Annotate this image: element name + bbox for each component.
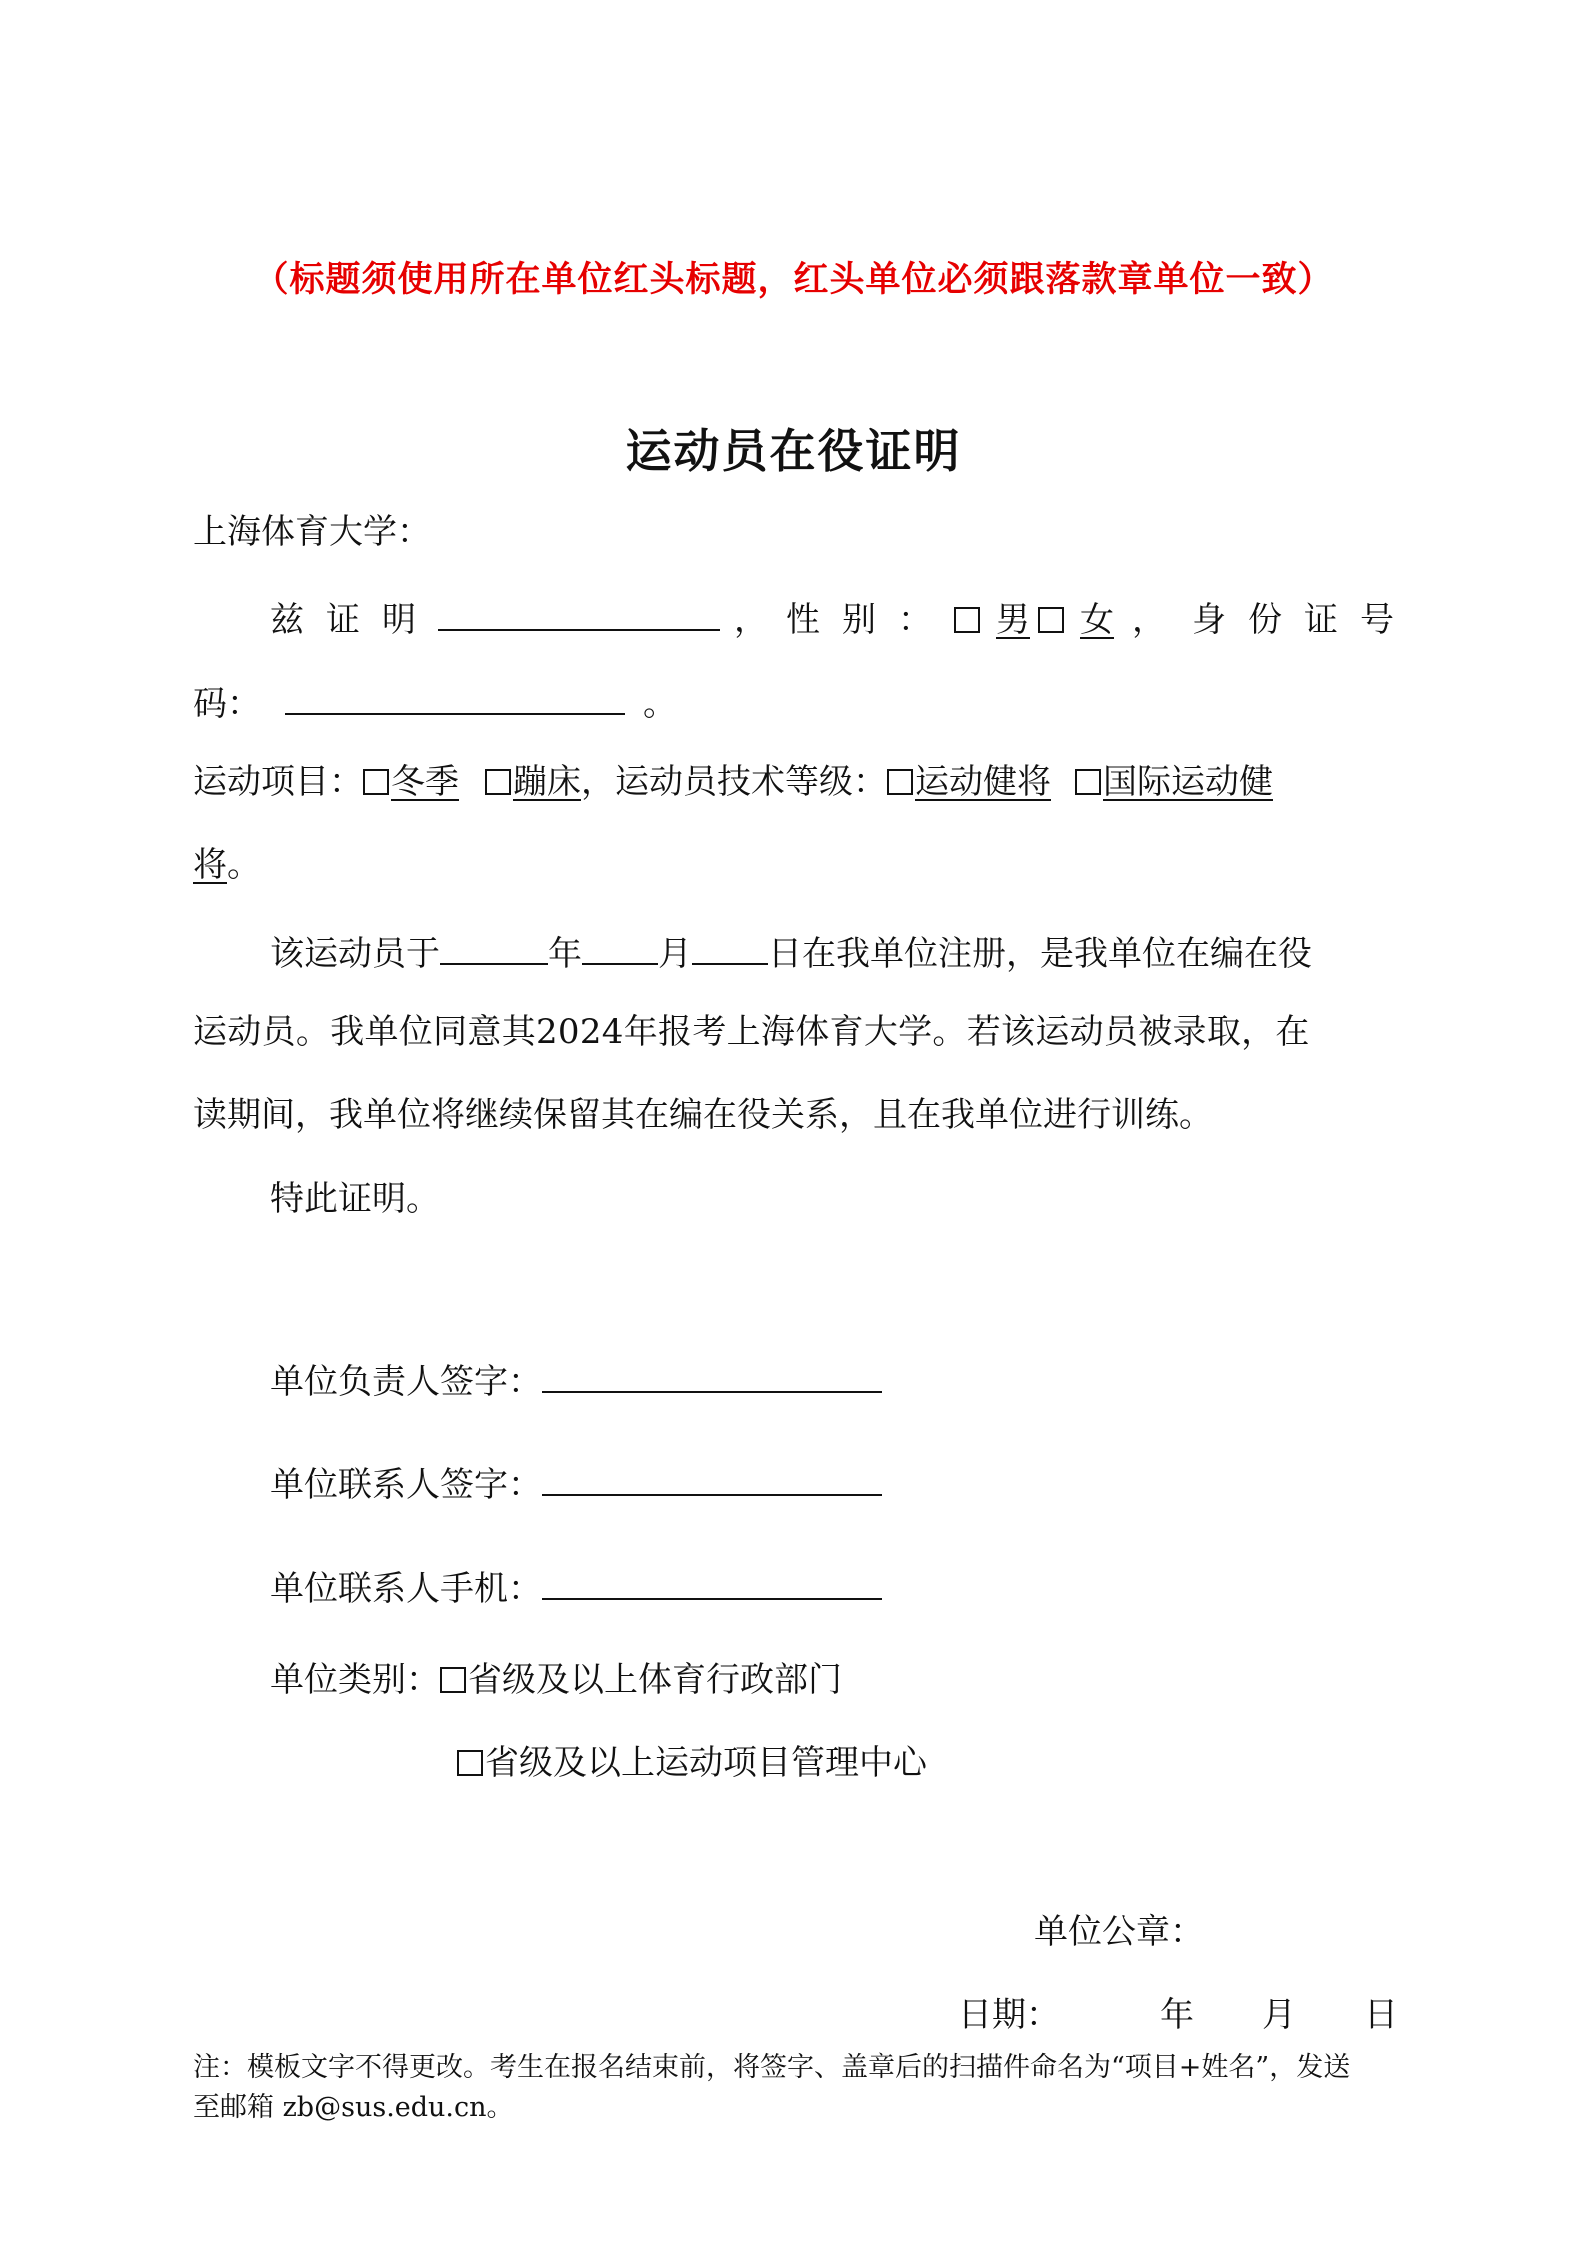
- page-title: 运动员在役证明: [625, 424, 962, 478]
- mgmt-center-label: 省级及以上运动项目管理中心: [485, 1743, 927, 1783]
- day-blank[interactable]: [692, 927, 768, 965]
- sport-options: [363, 762, 581, 802]
- para2-line2: 运动员。我单位同意其2024年报考上海体育大学。若该运动员被录取，在: [193, 1012, 1310, 1052]
- category-row-2: [457, 1741, 927, 1785]
- sport-label: 运动项目：: [193, 762, 363, 802]
- leader-sign-label: 单位负责人签字：: [270, 1362, 542, 1402]
- seal-label: 单位公章：: [1034, 1912, 1204, 1952]
- contact-phone-row: [270, 1562, 882, 1611]
- date-month: 月: [1262, 1995, 1296, 2035]
- contact-phone-label: 单位联系人手机：: [270, 1569, 542, 1609]
- para2-line3: 读期间，我单位将继续保留其在编在役关系，且在我单位进行训练。: [193, 1095, 1213, 1135]
- leader-sign-blank[interactable]: [542, 1355, 882, 1393]
- period: 。: [227, 845, 261, 885]
- year-blank[interactable]: [440, 927, 548, 965]
- contact-phone-blank[interactable]: [542, 1562, 882, 1600]
- date-year: 年: [1160, 1995, 1194, 2035]
- trampoline-label: 蹦床: [513, 762, 581, 802]
- header-instruction: （标题须使用所在单位红头标题，红头单位必须跟落款章单位一致）: [253, 259, 1334, 300]
- date-label: 日期：: [958, 1995, 1060, 2035]
- period: 。: [643, 684, 677, 724]
- closing: 特此证明。: [270, 1179, 440, 1219]
- gender-label: 性别：: [786, 600, 954, 640]
- intl-master-label-cont: 将: [193, 845, 227, 885]
- para1-line2: [193, 677, 677, 726]
- month-label: 月: [658, 934, 692, 974]
- comma: ，: [734, 600, 768, 640]
- sport-line: [193, 760, 1273, 804]
- year-label: 年: [548, 934, 582, 974]
- reg-text-b: 日在我单位注册，是我单位在编在役: [768, 934, 1312, 974]
- contact-sign-label: 单位联系人签字：: [270, 1465, 542, 1505]
- date-row: [958, 1993, 1398, 2037]
- gender-options: [954, 600, 1132, 640]
- category-label: 单位类别：: [270, 1660, 440, 1700]
- para2-line1: [270, 927, 1312, 976]
- contact-sign-row: [270, 1458, 882, 1507]
- grade-options: [887, 762, 1273, 802]
- master-checkbox[interactable]: [887, 769, 913, 795]
- female-label: 女: [1080, 600, 1114, 640]
- reg-text-a: 该运动员于: [270, 934, 440, 974]
- winter-label: 冬季: [391, 762, 459, 802]
- id-label-cont: 码：: [193, 684, 261, 724]
- trampoline-checkbox[interactable]: [485, 769, 511, 795]
- sport-line-cont: [193, 843, 261, 887]
- footnote-line2: 至邮箱 zb@sus.edu.cn。: [193, 2092, 514, 2123]
- intl-master-label: 国际运动健: [1103, 762, 1273, 802]
- name-blank[interactable]: [438, 593, 720, 631]
- intl-master-checkbox[interactable]: [1075, 769, 1101, 795]
- certify-prefix: 兹证明: [270, 600, 438, 640]
- footnote-line1: 注：模板文字不得更改。考生在报名结束前，将签字、盖章后的扫描件命名为“项目+姓名”，发送: [193, 2052, 1351, 2083]
- salutation: 上海体育大学：: [193, 512, 431, 552]
- date-day: 日: [1364, 1995, 1398, 2035]
- grade-label: ，运动员技术等级：: [581, 762, 887, 802]
- para1-line1: [270, 593, 1416, 642]
- leader-sign-row: [270, 1355, 882, 1404]
- master-label: 运动健将: [915, 762, 1051, 802]
- id-number-blank[interactable]: [285, 677, 625, 715]
- contact-sign-blank[interactable]: [542, 1458, 882, 1496]
- male-label: 男: [996, 600, 1030, 640]
- male-checkbox[interactable]: [954, 607, 980, 633]
- comma: ，: [1132, 600, 1166, 640]
- female-checkbox[interactable]: [1038, 607, 1064, 633]
- winter-checkbox[interactable]: [363, 769, 389, 795]
- admin-dept-label: 省级及以上体育行政部门: [468, 1660, 842, 1700]
- admin-dept-checkbox[interactable]: [440, 1667, 466, 1693]
- id-label: 身份证号: [1192, 600, 1416, 640]
- category-row: [270, 1658, 842, 1702]
- mgmt-center-checkbox[interactable]: [457, 1750, 483, 1776]
- month-blank[interactable]: [582, 927, 658, 965]
